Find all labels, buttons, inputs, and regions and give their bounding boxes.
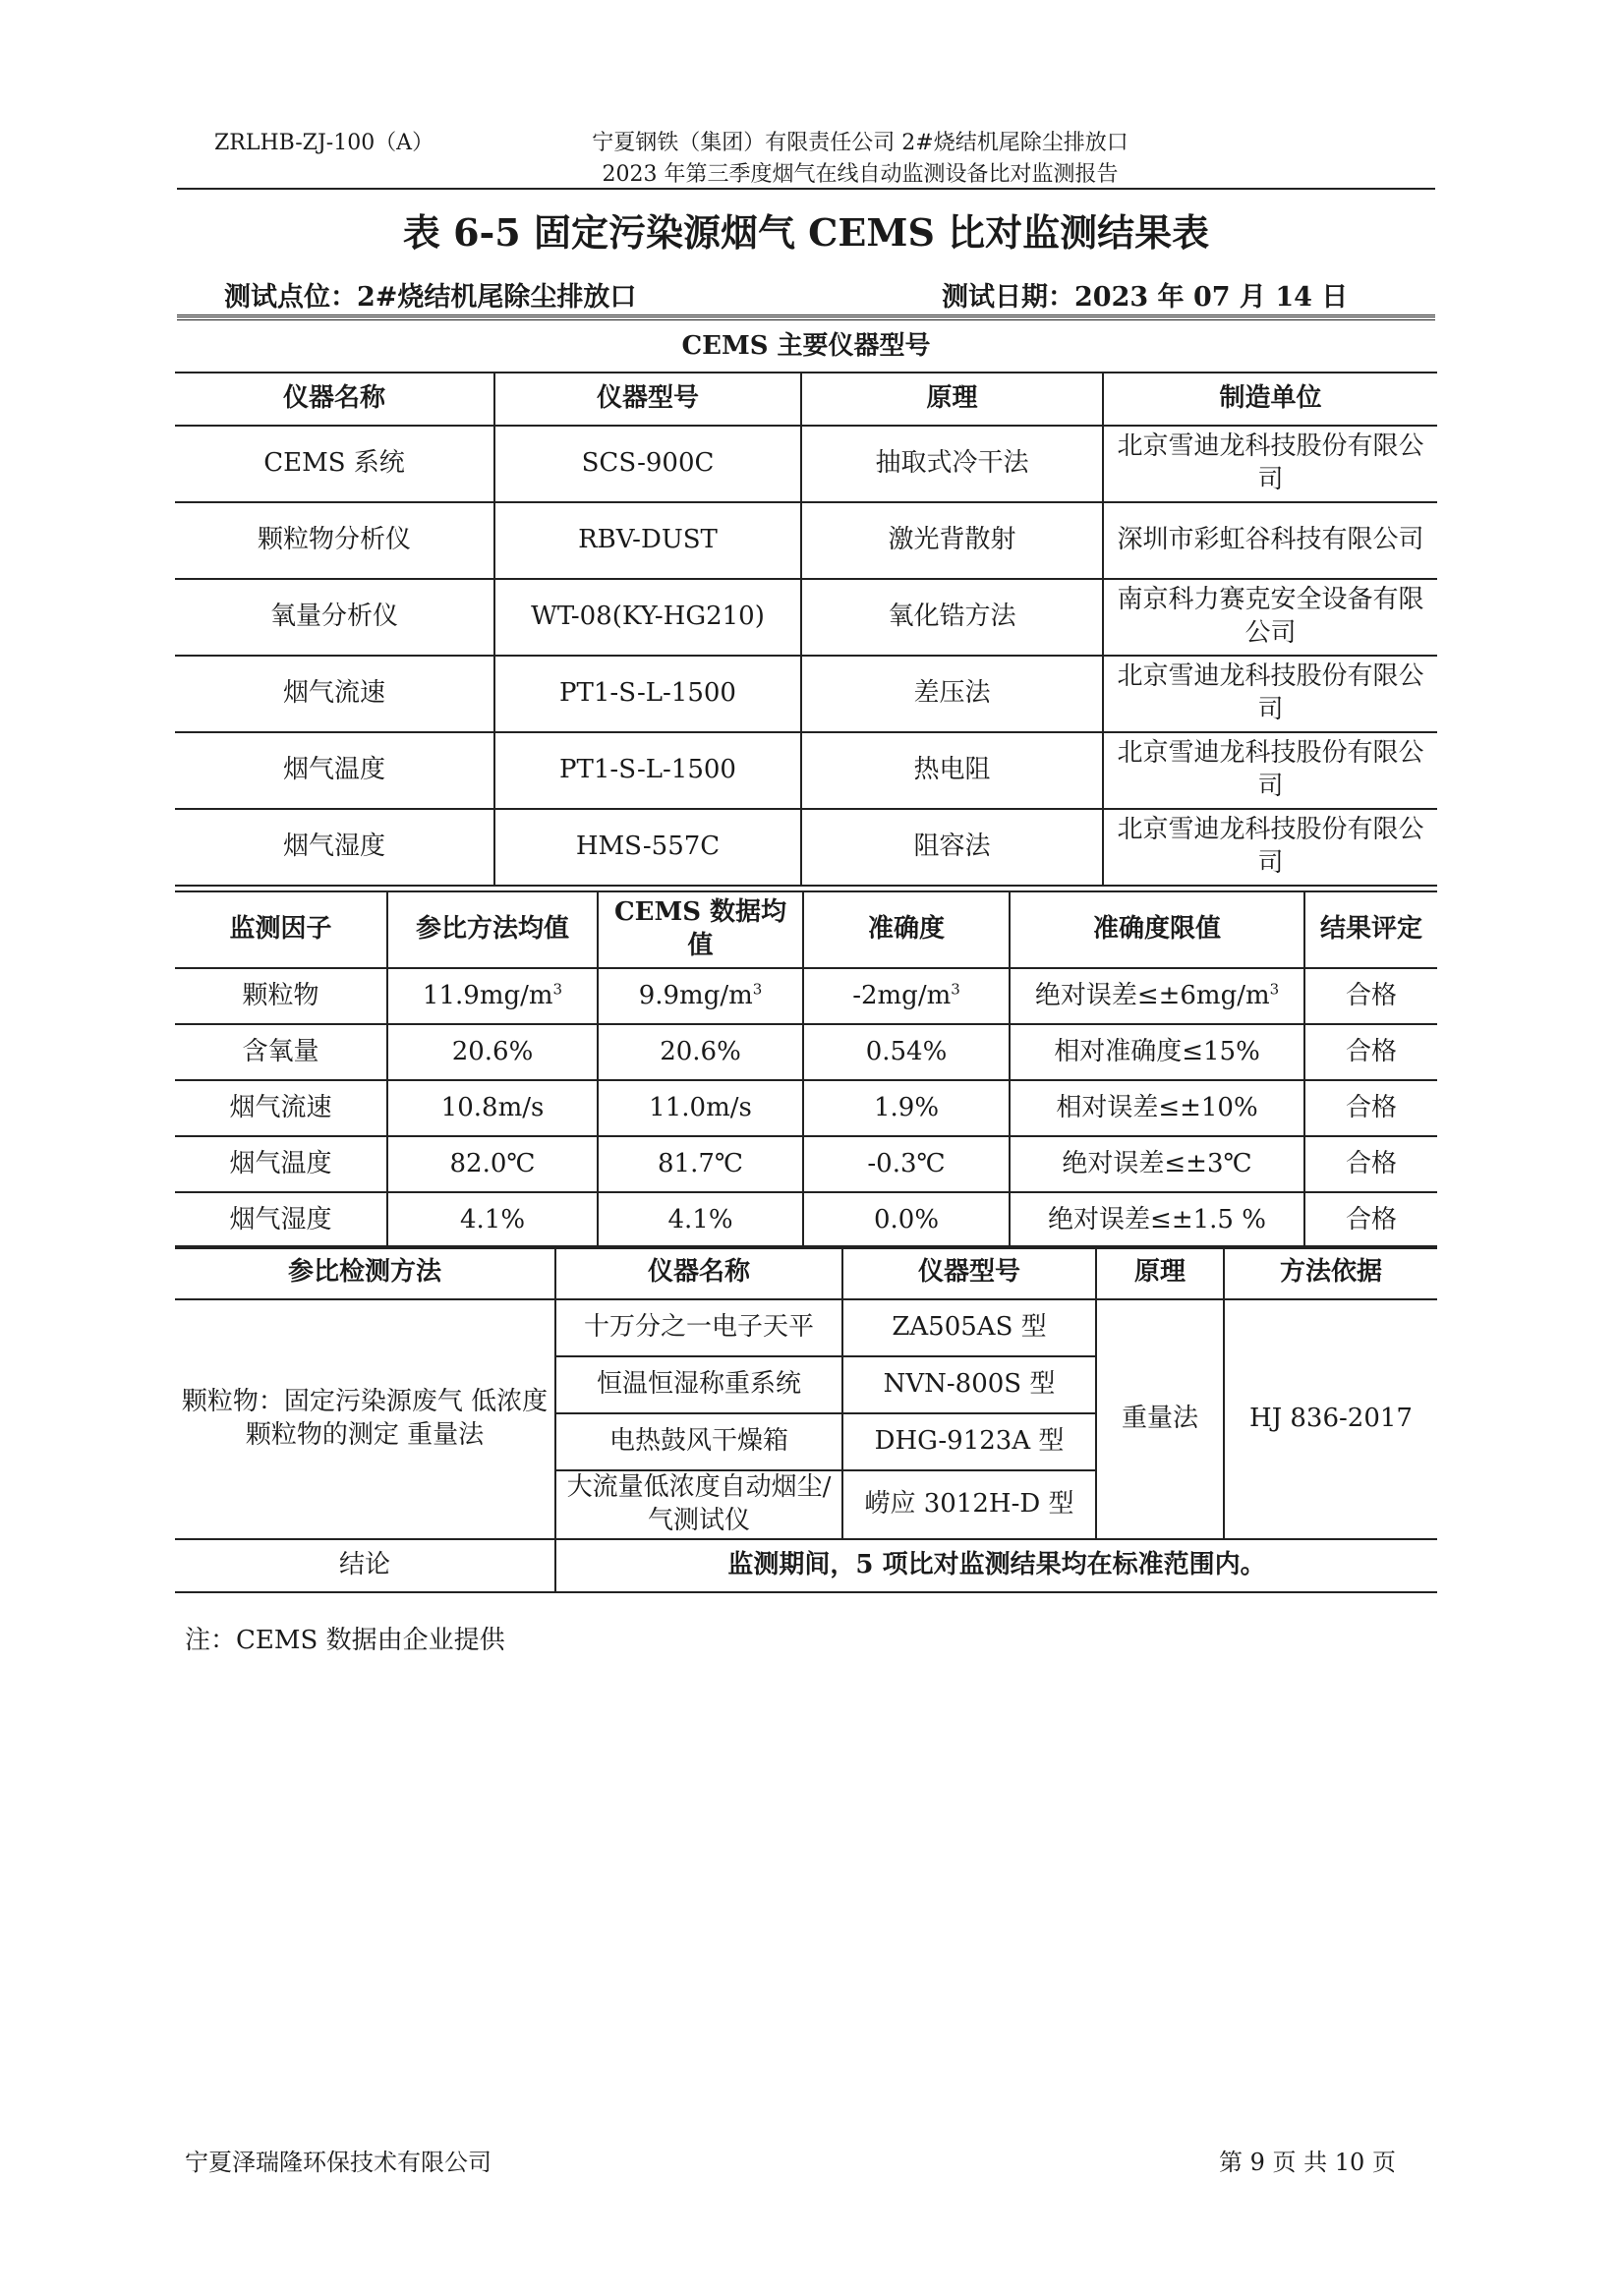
col-header: 参比方法均值 (387, 891, 598, 968)
table-row (175, 426, 1437, 502)
col-header: 仪器名称 (175, 373, 494, 426)
footer-company: 宁夏泽瑞隆环保技术有限公司 (185, 2149, 492, 2176)
ref-mean (387, 968, 598, 1024)
instrument-principle: 阻容法 (801, 809, 1103, 886)
cems-mean: 20.6% (598, 1024, 803, 1080)
evaluation: 合格 (1304, 1024, 1437, 1080)
instrument-model: PT1-S-L-1500 (494, 732, 801, 809)
instrument-principle: 氧化锆方法 (801, 579, 1103, 656)
col-header: 准确度限值 (1010, 891, 1304, 968)
col-header: 仪器型号 (842, 1246, 1096, 1299)
instrument-name: 颗粒物分析仪 (175, 502, 494, 579)
ref-instrument-name: 电热鼓风干燥箱 (555, 1413, 842, 1470)
col-header: 仪器名称 (555, 1246, 842, 1299)
results-table (175, 890, 1437, 1249)
ref-instrument-name: 恒温恒湿称重系统 (555, 1356, 842, 1413)
factor: 含氧量 (175, 1024, 387, 1080)
col-header: CEMS 数据均值 (598, 891, 803, 968)
ref-instrument-model: NVN-800S 型 (842, 1356, 1096, 1413)
factor: 烟气温度 (175, 1136, 387, 1192)
instrument-name: 烟气湿度 (175, 809, 494, 886)
footnote: 注：CEMS 数据由企业提供 (185, 1626, 505, 1655)
superscript: 3 (951, 979, 960, 998)
evaluation: 合格 (1304, 1080, 1437, 1136)
accuracy: 1.9% (803, 1080, 1010, 1136)
instrument-maker: 北京雪迪龙科技股份有限公司 (1103, 809, 1437, 886)
instrument-maker: 北京雪迪龙科技股份有限公司 (1103, 656, 1437, 732)
cems-mean: 81.7℃ (598, 1136, 803, 1192)
accuracy: -0.3℃ (803, 1136, 1010, 1192)
cems-mean: 4.1% (598, 1192, 803, 1248)
accuracy-limit: 绝对误差≤±3℃ (1010, 1136, 1304, 1192)
col-header: 结果评定 (1304, 891, 1437, 968)
superscript: 3 (1269, 979, 1280, 998)
superscript: 3 (752, 979, 763, 998)
instrument-principle: 激光背散射 (801, 502, 1103, 579)
instrument-model: RBV-DUST (494, 502, 801, 579)
ref-mean: 10.8m/s (387, 1080, 598, 1136)
header-line-1: 宁夏钢铁（集团）有限责任公司 2#烧结机尾除尘排放口 (592, 131, 1128, 155)
header-rule (177, 188, 1435, 190)
col-header: 仪器型号 (494, 373, 801, 426)
ref-principle: 重量法 (1096, 1299, 1224, 1539)
conclusion-row (175, 1539, 1437, 1592)
accuracy-limit: 相对准确度≤15% (1010, 1024, 1304, 1080)
instrument-principle: 差压法 (801, 656, 1103, 732)
accuracy-limit: 绝对误差≤±1.5 % (1010, 1192, 1304, 1248)
instrument-name: 氧量分析仪 (175, 579, 494, 656)
accuracy: 0.54% (803, 1024, 1010, 1080)
doc-code: ZRLHB-ZJ-100（A） (214, 131, 434, 155)
table-row (175, 1024, 1437, 1080)
table-row (175, 1136, 1437, 1192)
ref-mean-value: 11.9mg/m (422, 980, 553, 1010)
instrument-maker: 深圳市彩虹谷科技有限公司 (1103, 502, 1437, 579)
table-row (175, 502, 1437, 579)
instrument-name: 烟气流速 (175, 656, 494, 732)
test-date: 测试日期：2023 年 07 月 14 日 (942, 282, 1349, 313)
col-header: 制造单位 (1103, 373, 1437, 426)
conclusion-label: 结论 (175, 1539, 555, 1592)
conclusion-text: 监测期间，5 项比对监测结果均在标准范围内。 (555, 1539, 1437, 1592)
instrument-principle: 热电阻 (801, 732, 1103, 809)
instrument-principle: 抽取式冷干法 (801, 426, 1103, 502)
evaluation: 合格 (1304, 1136, 1437, 1192)
ref-mean: 4.1% (387, 1192, 598, 1248)
table-row (175, 809, 1437, 886)
instrument-maker: 南京科力赛克安全设备有限公司 (1103, 579, 1437, 656)
accuracy-value: -2mg/m (852, 980, 952, 1010)
instrument-model: SCS-900C (494, 426, 801, 502)
factor: 颗粒物 (175, 968, 387, 1024)
ref-instrument-model: ZA505AS 型 (842, 1299, 1096, 1356)
ref-instrument-name: 大流量低浓度自动烟尘/气测试仪 (555, 1470, 842, 1539)
accuracy-limit (1010, 968, 1304, 1024)
table-row (175, 1299, 1437, 1356)
table-row (175, 732, 1437, 809)
instrument-name: 烟气温度 (175, 732, 494, 809)
instrument-maker: 北京雪迪龙科技股份有限公司 (1103, 732, 1437, 809)
factor: 烟气湿度 (175, 1192, 387, 1248)
reference-method: 颗粒物：固定污染源废气 低浓度颗粒物的测定 重量法 (175, 1299, 555, 1539)
ref-mean: 82.0℃ (387, 1136, 598, 1192)
instrument-model: HMS-557C (494, 809, 801, 886)
instrument-model: PT1-S-L-1500 (494, 656, 801, 732)
accuracy: 0.0% (803, 1192, 1010, 1248)
table-row (175, 968, 1437, 1024)
col-header: 准确度 (803, 891, 1010, 968)
cems-mean: 11.0m/s (598, 1080, 803, 1136)
ref-basis: HJ 836-2017 (1224, 1299, 1437, 1539)
table-row (175, 1192, 1437, 1248)
col-header: 监测因子 (175, 891, 387, 968)
test-location: 测试点位：2#烧结机尾除尘排放口 (224, 282, 637, 313)
table-row (175, 656, 1437, 732)
accuracy-limit-value: 绝对误差≤±6mg/m (1034, 980, 1270, 1010)
accuracy-limit: 相对误差≤±10% (1010, 1080, 1304, 1136)
superscript: 3 (552, 979, 563, 998)
cems-mean-value: 9.9mg/m (638, 980, 753, 1010)
reference-method-table (175, 1245, 1437, 1593)
ref-mean: 20.6% (387, 1024, 598, 1080)
accuracy (803, 968, 1010, 1024)
cems-mean (598, 968, 803, 1024)
table-row (175, 579, 1437, 656)
instrument-table (175, 322, 1437, 887)
page-number: 第 9 页 共 10 页 (1219, 2149, 1396, 2176)
instrument-name: CEMS 系统 (175, 426, 494, 502)
header-line-2: 2023 年第三季度烟气在线自动监测设备比对监测报告 (602, 162, 1119, 187)
table-row (175, 1080, 1437, 1136)
col-header: 原理 (801, 373, 1103, 426)
ref-instrument-name: 十万分之一电子天平 (555, 1299, 842, 1356)
instrument-maker: 北京雪迪龙科技股份有限公司 (1103, 426, 1437, 502)
instrument-model: WT-08(KY-HG210) (494, 579, 801, 656)
meta-rule (177, 315, 1435, 320)
evaluation: 合格 (1304, 1192, 1437, 1248)
page-title: 表 6-5 固定污染源烟气 CEMS 比对监测结果表 (402, 210, 1210, 255)
ref-instrument-model: 崂应 3012H-D 型 (842, 1470, 1096, 1539)
instrument-table-caption: CEMS 主要仪器型号 (175, 322, 1437, 373)
ref-instrument-model: DHG-9123A 型 (842, 1413, 1096, 1470)
factor: 烟气流速 (175, 1080, 387, 1136)
col-header: 原理 (1096, 1246, 1224, 1299)
evaluation: 合格 (1304, 968, 1437, 1024)
col-header: 参比检测方法 (175, 1246, 555, 1299)
col-header: 方法依据 (1224, 1246, 1437, 1299)
